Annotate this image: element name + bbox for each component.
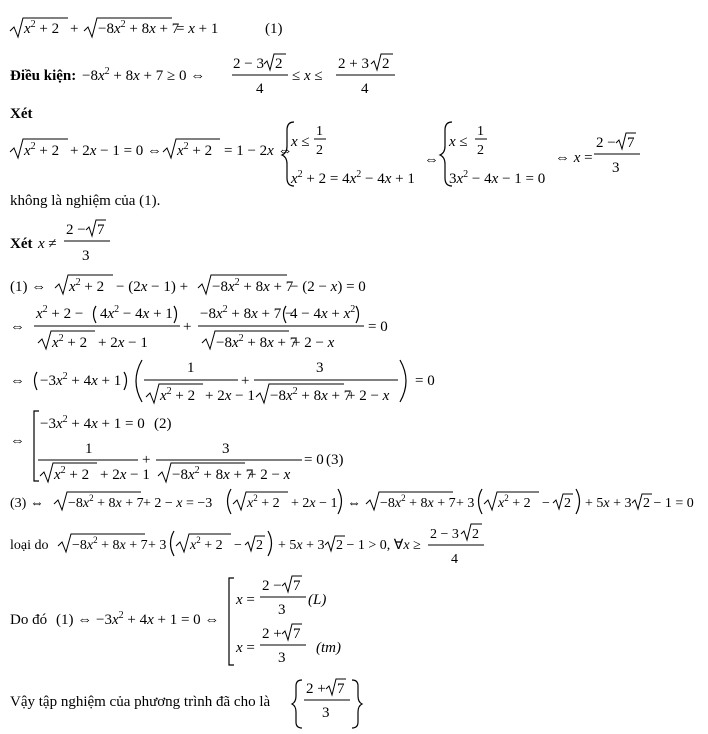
svg-text:2 +: 2 + [262, 626, 282, 642]
consider-x-line [10, 220, 110, 264]
equation-1-label: (1) [265, 21, 283, 37]
svg-text:3: 3 [316, 360, 324, 376]
svg-text:+ 2x − 1: + 2x − 1 [291, 496, 338, 511]
svg-text:+ 2 − x = −3: + 2 − x = −3 [143, 496, 213, 511]
svg-text:+ 2 − x: + 2 − x [248, 467, 291, 483]
svg-text:+: + [241, 373, 250, 389]
svg-text:3: 3 [222, 441, 230, 457]
svg-text:−8x2 + 8x + 7: $-8x^2 + 8x + 7$ [270, 386, 352, 404]
svg-text:⇔: ⇔ [10, 319, 25, 335]
svg-text:+ 3: + 3 [148, 538, 167, 553]
svg-text:7: 7 [97, 222, 105, 238]
svg-text:−8x2 + 8x + 7: $-8x^2 + 8x + 7$ [72, 535, 148, 553]
equation-2-tag: (2) [154, 416, 172, 432]
svg-text:x ≠: x ≠ [38, 236, 57, 252]
svg-text:3: 3 [322, 705, 330, 721]
equation-1 [10, 18, 283, 37]
svg-text:−8x2 + 8x + 7: $-8x^2 + 8x + 7$ [216, 333, 298, 351]
svg-text:2 −: 2 − [262, 578, 282, 594]
svg-text:7: 7 [293, 626, 301, 642]
svg-text:1: 1 [85, 441, 93, 457]
svg-text:2: 2 [472, 527, 479, 542]
svg-text:x2 + 2: $x^2 + 2$ [54, 465, 90, 483]
svg-text:x2 + 2: $x^2 + 2$ [52, 333, 88, 351]
svg-text:−8x2 + 8x + 7: $-8x^2 + 8x + 7$ [212, 277, 294, 295]
svg-text:+ 5x + 3: + 5x + 3 [585, 496, 632, 511]
step-4-system [10, 411, 344, 483]
svg-text:− (2 − x) = 0: − (2 − x) = 0 [290, 279, 366, 295]
svg-text:1: 1 [316, 124, 323, 139]
svg-text:+ 5x + 3: + 5x + 3 [278, 538, 325, 553]
svg-text:x2 + 2: $x^2 + 2$ [177, 141, 213, 159]
svg-text:x2 + 2: $x^2 + 2$ [69, 277, 105, 295]
svg-text:= 1 − 2x ⇔: = 1 − 2x ⇔ [224, 143, 293, 159]
step-3-line [10, 360, 435, 404]
svg-text:⇔ x =: ⇔ x = [555, 150, 593, 166]
svg-text:(1) ⇔: (1) ⇔ [10, 279, 47, 295]
svg-text:2 −: 2 − [596, 135, 616, 151]
svg-text:x2 + 2: $x^2 + 2$ [498, 493, 531, 511]
svg-text:7: 7 [627, 135, 635, 151]
svg-text:3: 3 [82, 248, 90, 264]
svg-text:x ≤: x ≤ [291, 134, 310, 150]
svg-text:⇔: ⇔ [424, 152, 439, 168]
svg-text:≤ x ≤: ≤ x ≤ [292, 68, 323, 84]
svg-text:−3x2 + 4x + 1 = 0: $-3x^2 + 4x + 1 = 0$ [40, 414, 145, 432]
tag-tm: (tm) [316, 640, 341, 656]
svg-text:−8x2 + 8x + 7: $-8x^2 + 8x + 7$ [172, 465, 254, 483]
svg-text:+ 3: + 3 [456, 496, 475, 511]
svg-text:7: 7 [293, 578, 301, 594]
step-2-line [10, 304, 388, 351]
svg-text:+ 2 − x: + 2 − x [347, 388, 390, 404]
svg-text:⇔: ⇔ [347, 496, 361, 511]
svg-text:+: + [142, 452, 151, 468]
not-root-line: không là nghiệm của (1). [10, 193, 161, 209]
svg-text:x2 + 2: $x^2 + 2$ [160, 386, 196, 404]
equation-3-tag: (3) [326, 452, 344, 468]
svg-text:4x2 − 4x + 1: $4x^2 - 4x + 1$ [100, 304, 173, 322]
svg-text:Vậy tập nghiệm của phương trìn: Vậy tập nghiệm của phương trình đã cho là [10, 694, 271, 710]
svg-text:= 0: = 0 [368, 319, 388, 335]
svg-text:2 − 3: 2 − 3 [430, 527, 459, 542]
svg-text:− (2x − 1) +: − (2x − 1) + [116, 279, 189, 295]
svg-text:x2 + 2: $x^2 + 2$ [24, 19, 60, 37]
svg-text:x =: x = [236, 640, 255, 656]
svg-text:2: 2 [316, 143, 323, 158]
svg-text:−8x2 + 8x + 7 ≥ 0 ⇔: $-8x^2 + 8x + 7 \ge 0$ ⇔ [82, 66, 206, 84]
svg-text:−8x2 + 8x + 7: $-8x^2 + 8x + 7$ [68, 493, 144, 511]
step-5-line [10, 489, 694, 514]
svg-text:+ 2x − 1: + 2x − 1 [98, 335, 148, 351]
svg-text:(1) ⇔ −3x2 + 4x + 1 = 0 ⇔: (1) ⇔ $-3x^2 + 4x + 1 = 0$ ⇔ [56, 610, 220, 628]
svg-text:⇔: ⇔ [10, 433, 25, 449]
svg-text:2: 2 [275, 56, 283, 72]
svg-text:4: 4 [451, 552, 458, 567]
svg-text:x2 + 2: $x^2 + 2$ [24, 141, 60, 159]
svg-text:3: 3 [278, 602, 286, 618]
svg-text:2: 2 [256, 538, 263, 553]
svg-text:1: 1 [187, 360, 195, 376]
consider-label: Xét [10, 106, 33, 122]
svg-text:2 − 3: 2 − 3 [233, 56, 264, 72]
svg-text:x ≤: x ≤ [449, 134, 468, 150]
svg-text:1: 1 [477, 124, 484, 139]
svg-text:2 + 3: 2 + 3 [338, 56, 369, 72]
svg-text:+ 2x − 1: + 2x − 1 [100, 467, 150, 483]
svg-text:−8x2 + 8x + 7 −: $-8x^2 + 8x + 7$ − [200, 304, 294, 322]
conclusion-line [10, 679, 362, 728]
svg-text:+: + [183, 319, 192, 335]
svg-text:+ 2 − x: + 2 − x [292, 335, 335, 351]
svg-text:+ 2x − 1: + 2x − 1 [205, 388, 255, 404]
case-analysis-line [10, 122, 640, 187]
svg-text:2: 2 [382, 56, 390, 72]
svg-text:2: 2 [477, 143, 484, 158]
svg-text:⇔: ⇔ [10, 373, 25, 389]
svg-text:−8x2 + 8x + 7: $-8x^2 + 8x + 7$ [380, 493, 456, 511]
svg-text:−3x2 + 4x + 1: $-3x^2 + 4x + 1$ [40, 371, 122, 389]
svg-text:4: 4 [361, 81, 369, 97]
svg-text:2: 2 [564, 496, 571, 511]
svg-text:2 +: 2 + [306, 681, 326, 697]
svg-text:+: + [70, 21, 79, 37]
therefore-line [10, 576, 341, 666]
svg-text:= 0: = 0 [304, 452, 324, 468]
svg-text:x2 + 2 = 4x2 − 4x + 1: $x^2 + 2 = 4x^2 - 4x + 1$ [291, 169, 415, 187]
tag-L: (L) [308, 592, 327, 608]
svg-text:3: 3 [278, 650, 286, 666]
svg-text:(3) ⇔: (3) ⇔ [10, 496, 44, 511]
step-1-line [10, 275, 366, 295]
svg-text:x2 + 2 −: $x^2 + 2$ − [36, 304, 84, 322]
svg-text:Do đó: Do đó [10, 612, 48, 628]
svg-text:Xét: Xét [10, 236, 33, 252]
svg-text:4: 4 [256, 81, 264, 97]
svg-text:3: 3 [612, 160, 620, 176]
svg-text:+ 2x − 1 = 0 ⇔: + 2x − 1 = 0 ⇔ [70, 143, 163, 159]
svg-text:2 −: 2 − [66, 222, 86, 238]
rejection-line [10, 524, 484, 567]
svg-text:x =: x = [236, 592, 255, 608]
svg-text:−: − [542, 496, 550, 511]
svg-text:−: − [234, 538, 242, 553]
svg-text:= 0: = 0 [415, 373, 435, 389]
svg-text:= x + 1: = x + 1 [176, 21, 219, 37]
svg-text:7: 7 [337, 681, 345, 697]
svg-text:x2 + 2: $x^2 + 2$ [247, 493, 280, 511]
svg-text:4 − 4x + x2: $4 - 4x + x^2$ [290, 304, 356, 322]
svg-text:2 − 1 > 0, ∀x ≥: 2 − 1 > 0, ∀x ≥ [336, 538, 421, 553]
svg-text:2 − 1 = 0: 2 − 1 = 0 [643, 496, 694, 511]
condition-line [10, 54, 395, 97]
svg-text:3x2 − 4x − 1 = 0: $3x^2 - 4x - 1 = 0$ [449, 169, 546, 187]
svg-text:Điều kiện:: Điều kiện: [10, 68, 77, 84]
svg-text:loại do: loại do [10, 538, 49, 553]
svg-text:−8x2 + 8x + 7: $-8x^2 + 8x + 7$ [98, 19, 180, 37]
svg-text:x2 + 2: $x^2 + 2$ [190, 535, 223, 553]
